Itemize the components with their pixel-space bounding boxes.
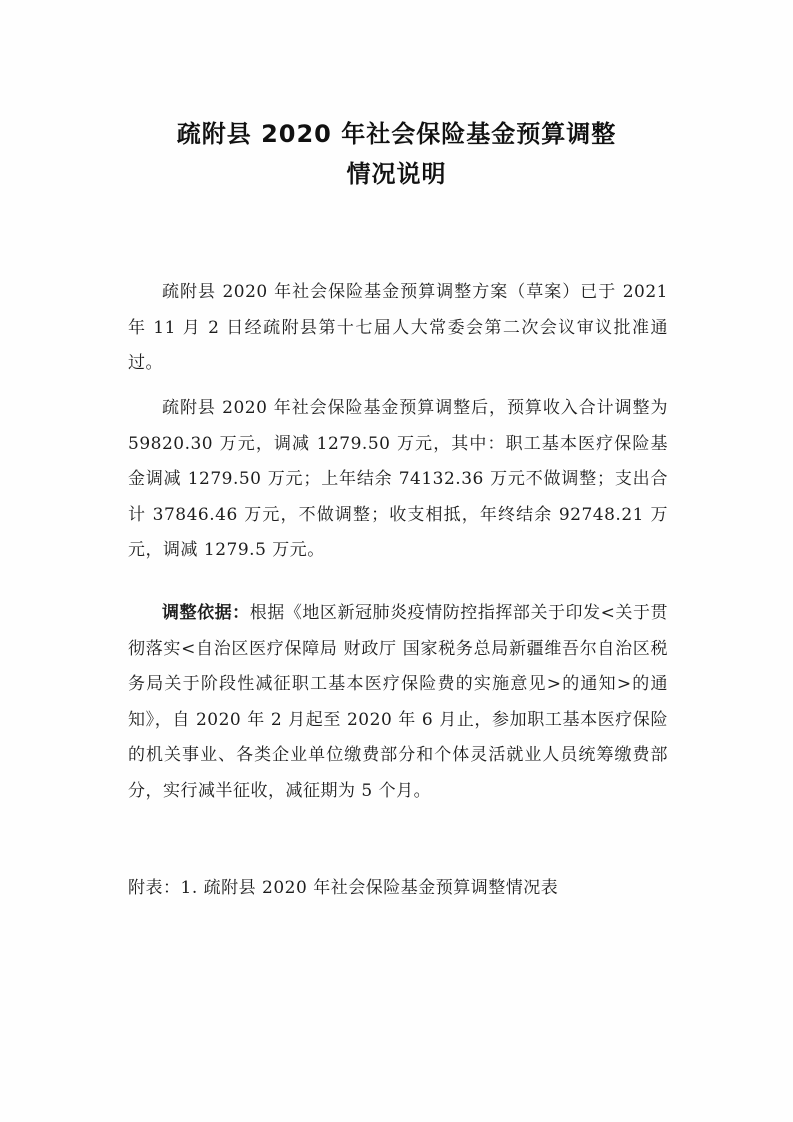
adjustment-basis-label: 调整依据： (162, 603, 250, 623)
document-subtitle: 情况说明 (346, 160, 447, 188)
paragraph-approval: 疏附县 2020 年社会保险基金预算调整方案（草案）已于 2021 年 11 月 2 日经疏附县第十七届人大常委会第二次会议审议批准通过。 (128, 282, 668, 373)
paragraph-budget-figures: 疏附县 2020 年社会保险基金预算调整后，预算收入合计调整为 59820.30 万元，调减 1279.50 万元，其中：职工基本医疗保险基金调减 1279.50 万元；上年结余 74132.36 万元不做调整；支出合计 37846.46 万元，不做调整；收支相抵，年终结余 92748.21 万元，调减 1279.5 万元。 (128, 398, 668, 560)
adjustment-basis-text: 根据《地区新冠肺炎疫情防控指挥部关于印发<关于贯彻落实<自治区医疗保障局 财政厅 国家税务总局新疆维吾尔自治区税务局关于阶段性减征职工基本医疗保险费的实施意见>的通知>的通知》，自 2020 年 2 月起至 2020 年 6 月止，参加职工基本医疗保险的机关事业、各类企业单位缴费部分和个体灵活就业人员统筹缴费部分，实行减半征收，减征期为 5 个月。 (128, 603, 669, 801)
document-title: 疏附县 2020 年社会保险基金预算调整 (176, 120, 617, 148)
attachment-note: 附表：1. 疏附县 2020 年社会保险基金预算调整情况表 (128, 878, 559, 898)
paragraph-adjustment-basis (128, 596, 668, 809)
